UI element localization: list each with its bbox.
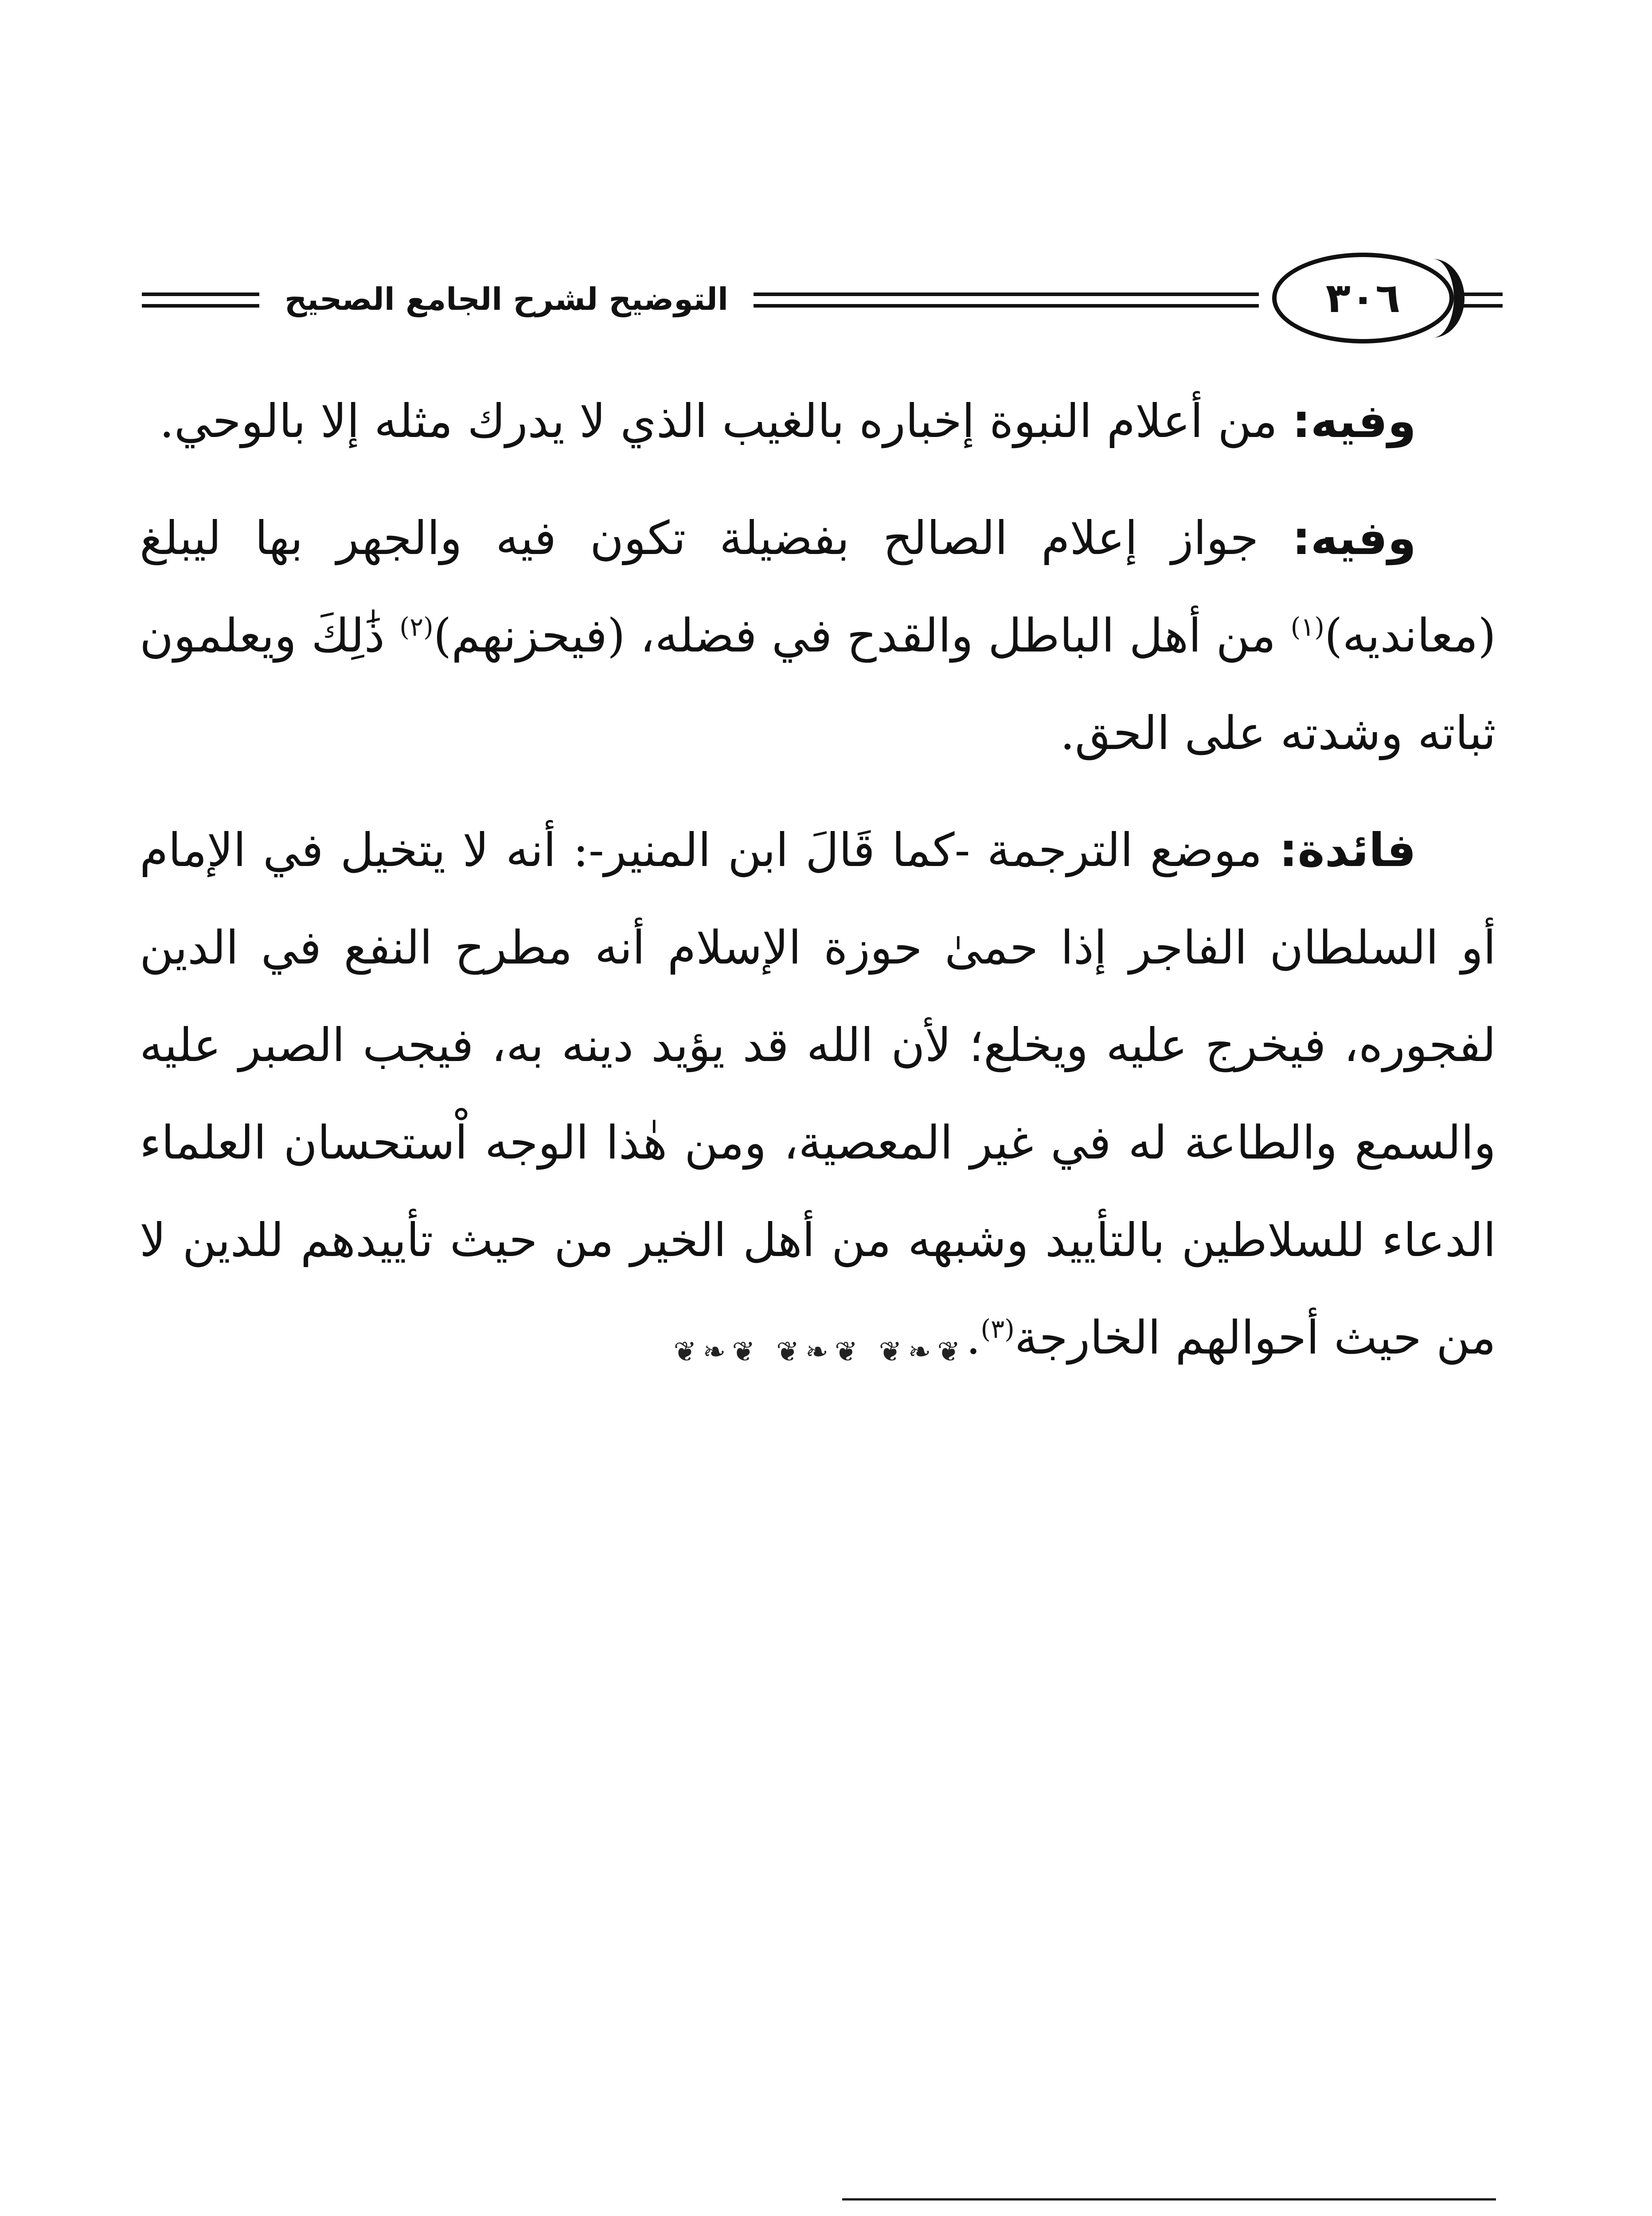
header-right-double-rule [1458,293,1503,308]
header-middle-double-rule [754,293,1259,308]
paragraph-benefit [140,801,1496,1386]
paragraph-text: من أهل الباطل والقدح في فضله، (فيحزنهم) [433,609,1291,663]
section-divider-ornament: ❦❧❦ ❦❧❦ ❦❧❦ [673,1335,967,1368]
paragraph-text: . [966,1311,981,1365]
running-title: التوضيح لشرح الجامع الصحيح [285,281,728,317]
paragraph-lead-label: فائدة: [1279,823,1416,877]
paragraph-lead-label: وفيه: [1292,394,1416,448]
paragraph-text: موضع الترجمة -كما قَالَ ابن المنير-: أنه لا يتخيل في الإمام أو السلطان الفاجر إذا حمىٰ حوزة الإسلام أنه مطرح النفع في الدين لفجوره، فيخرج عليه ويخلع؛ لأن الله قد يؤيد دينه به، فيجب الصبر عليه والسمع والطاعة له في غير المعصية، ومن هٰذا الوجه اْستحسان العلماء الدعاء للسلاطين بالتأييد وشبهه من أهل الخير من حيث تأييدهم للدين لا من حيث أحوالهم الخارجة [140,823,1496,1365]
header-left-double-rule [142,293,259,308]
paragraph-prophecy [140,372,1496,470]
footnote-separator-rule [842,2198,1496,2200]
paragraph-text: جواز إعلام الصالح بفضيلة تكون فيه والجهر بها ليبلغ (معانديه) [140,511,1496,663]
paragraph-text: ذَٰلِكَ ويعلمون ثباته وشدته على الحق. [140,609,1496,760]
footnote-reference-1[interactable]: (١) [1290,612,1325,642]
footnote-reference-2[interactable]: (٢) [399,612,434,642]
page-number-badge: ٣٠٦ [1272,253,1454,343]
paragraph-announcing-virtue [140,489,1496,782]
page-header [133,248,1503,355]
paragraph-text: من أعلام النبوة إخباره بالغيب الذي لا يدرك مثله إلا بالوحي. [159,394,1293,448]
paragraph-lead-label: وفيه: [1292,511,1416,565]
main-text [140,372,1496,1406]
footnote-reference-3[interactable]: (٣) [980,1314,1015,1344]
